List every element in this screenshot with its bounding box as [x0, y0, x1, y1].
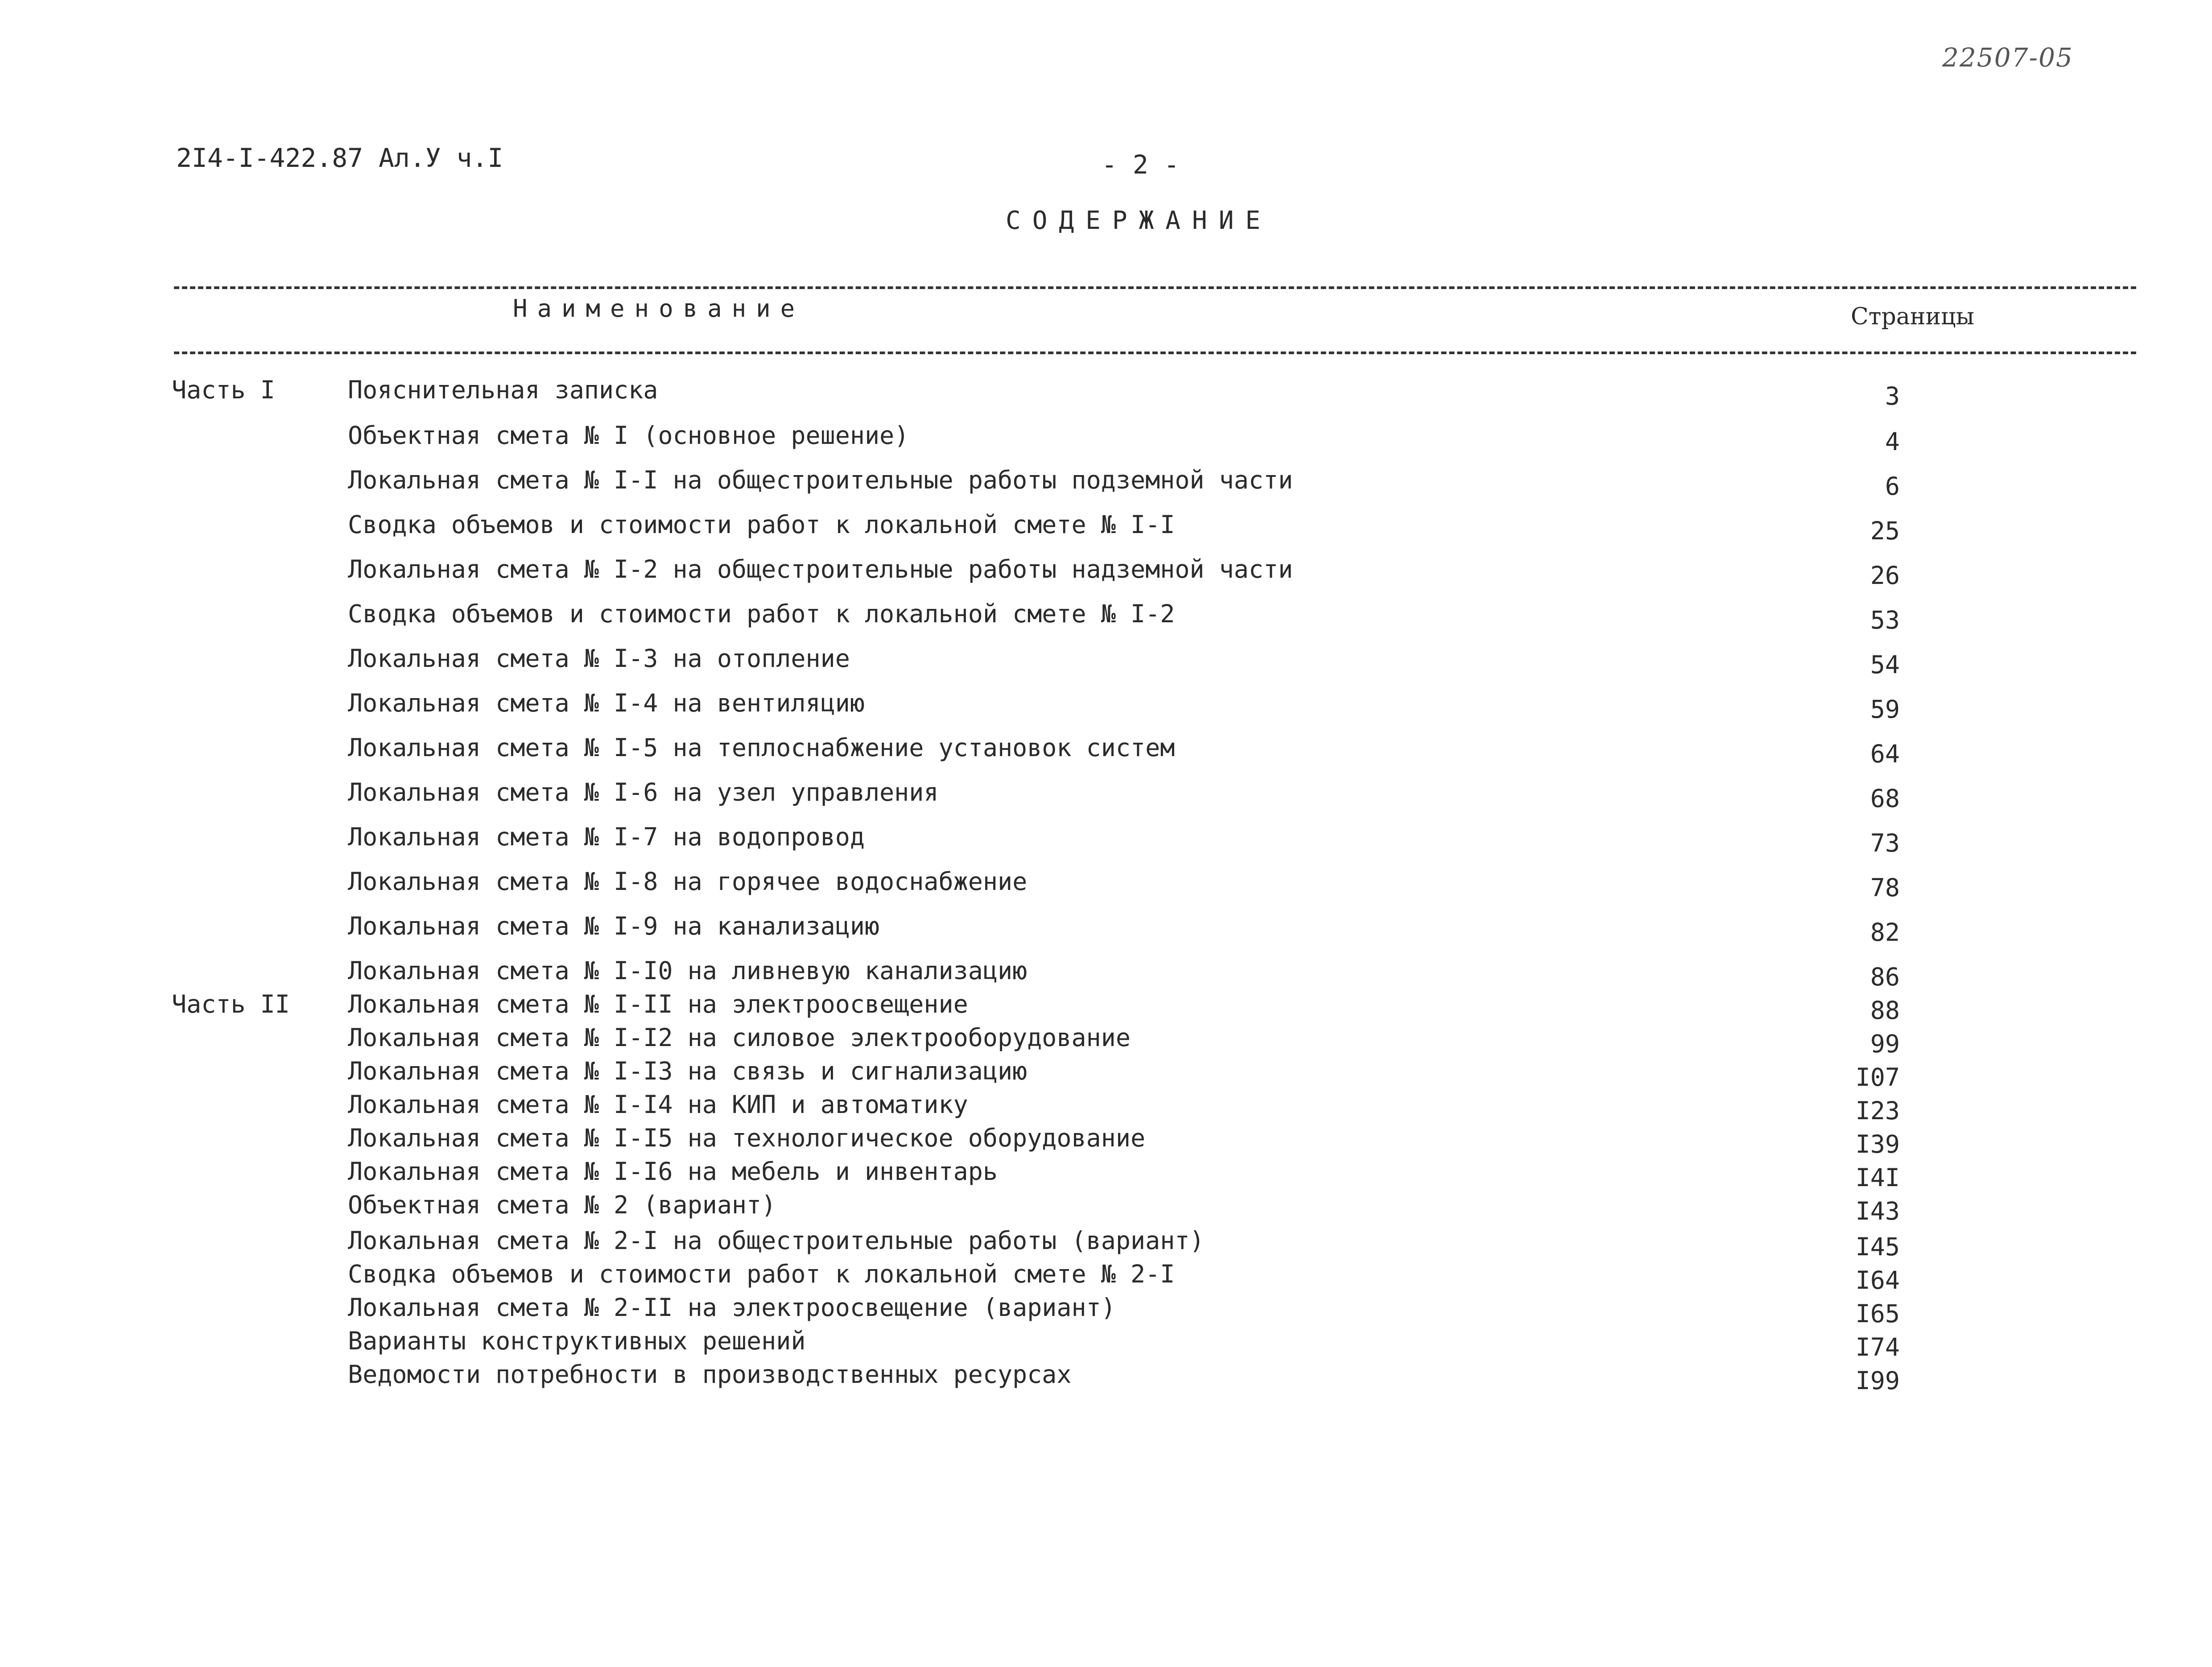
toc-entry-name: Сводка объемов и стоимости работ к локальной смете № I-2: [348, 600, 1175, 628]
toc-row: [0, 955, 2212, 991]
toc-entry-name: Локальная смета № 2-I на общестроительные работы (вариант): [348, 1226, 1205, 1255]
toc-row: [0, 865, 2212, 902]
toc-page-number: 82: [1870, 918, 1900, 947]
toc-page-number: 3: [1885, 382, 1900, 410]
toc-row: [0, 1088, 2212, 1125]
toc-page-number: I64: [1855, 1266, 1900, 1295]
toc-entry-name: Локальная смета № I-I5 на технологическое оборудование: [348, 1124, 1146, 1152]
toc-row: [0, 553, 2212, 590]
toc-entry-name: Сводка объемов и стоимости работ к локальной смете № 2-I: [348, 1260, 1175, 1288]
toc-page-number: 59: [1870, 695, 1900, 724]
toc-entry-name: Варианты конструктивных решений: [348, 1327, 806, 1355]
toc-page-number: I4I: [1855, 1163, 1900, 1192]
toc-entry-name: Локальная смета № I-I0 на ливневую канализацию: [348, 956, 1028, 985]
toc-entry-name: Локальная смета № I-4 на вентиляцию: [348, 689, 865, 717]
archive-stamp: 22507-05: [1942, 42, 2073, 73]
toc-page-number: 78: [1870, 873, 1900, 902]
toc-row: [0, 1189, 2212, 1225]
toc-row: [0, 1224, 2212, 1261]
toc-row: [0, 419, 2212, 456]
toc-entry-name: Объектная смета № I (основное решение): [348, 421, 909, 450]
toc-page-number: I07: [1855, 1063, 1900, 1092]
toc-entry-name: Локальная смета № I-3 на отопление: [348, 644, 850, 673]
toc-page-number: I45: [1855, 1233, 1900, 1261]
toc-entry-name: Пояснительная записка: [348, 376, 658, 404]
toc-row: [0, 598, 2212, 634]
toc-page-number: I74: [1855, 1333, 1900, 1361]
header-bottom-rule: [174, 352, 2136, 354]
toc-page-number: 68: [1870, 784, 1900, 813]
toc-page-number: 86: [1870, 963, 1900, 991]
toc-page-number: 26: [1870, 561, 1900, 590]
page-number: - 2 -: [1102, 149, 1180, 180]
toc-page-number: I43: [1855, 1197, 1900, 1225]
toc-entry-name: Локальная смета № I-6 на узел управления: [348, 778, 939, 807]
toc-entry-name: Локальная смета № I-I2 на силовое электрооборудование: [348, 1023, 1131, 1052]
toc-entry-name: Локальная смета № I-I4 на КИП и автоматику: [348, 1090, 968, 1119]
toc-page-number: 4: [1885, 427, 1900, 456]
toc-entry-name: Объектная смета № 2 (вариант): [348, 1191, 776, 1219]
toc-entry-name: Локальная смета № 2-II на электроосвещение (вариант): [348, 1293, 1116, 1322]
header-top-rule: [174, 286, 2136, 289]
toc-row: [0, 910, 2212, 947]
toc-row: [0, 1022, 2212, 1058]
toc-row: [0, 1258, 2212, 1295]
toc-entry-name: Ведомости потребности в производственных ресурсах: [348, 1360, 1072, 1389]
toc-row: [0, 1358, 2212, 1395]
toc-page-number: 73: [1870, 829, 1900, 857]
toc-page-number: I65: [1855, 1299, 1900, 1328]
toc-row: [0, 776, 2212, 813]
document-code: 2I4-I-422.87 Ал.У ч.I: [176, 143, 503, 173]
toc-entry-name: Локальная смета № I-7 на водопровод: [348, 823, 865, 851]
toc-part-label: Часть I: [172, 376, 275, 404]
toc-page-number: 54: [1870, 650, 1900, 679]
toc-page-number: 6: [1885, 472, 1900, 501]
toc-entry-name: Сводка объемов и стоимости работ к локальной смете № I-I: [348, 510, 1175, 539]
toc-entry-name: Локальная смета № I-I на общестроительные работы подземной части: [348, 466, 1293, 494]
column-header-pages: Страницы: [1851, 303, 1974, 330]
toc-entry-name: Локальная смета № I-8 на горячее водоснабжение: [348, 867, 1028, 896]
toc-page-number: 64: [1870, 740, 1900, 768]
toc-row: [0, 1155, 2212, 1192]
toc-entry-name: Локальная смета № I-I3 на связь и сигнализацию: [348, 1057, 1028, 1085]
toc-row: [0, 732, 2212, 768]
toc-row: [0, 464, 2212, 501]
toc-entry-name: Локальная смета № I-I6 на мебель и инвентарь: [348, 1157, 998, 1186]
page-title: СОДЕРЖАНИЕ: [1006, 206, 1272, 235]
toc-page-number: 25: [1870, 517, 1900, 545]
toc-entry-name: Локальная смета № I-9 на канализацию: [348, 912, 880, 940]
toc-row: [0, 1122, 2212, 1158]
toc-entry-name: Локальная смета № I-2 на общестроительные работы надземной части: [348, 555, 1293, 583]
toc-row: [0, 374, 2212, 410]
toc-row: [0, 821, 2212, 857]
toc-page-number: I39: [1855, 1130, 1900, 1158]
toc-row: [0, 1325, 2212, 1361]
toc-page-number: 88: [1870, 996, 1900, 1025]
column-header-name: Наименование: [513, 294, 805, 323]
toc-entry-name: Локальная смета № I-II на электроосвещение: [348, 990, 968, 1018]
toc-page-number: 99: [1870, 1030, 1900, 1058]
toc-row: [0, 509, 2212, 545]
toc-row: [0, 687, 2212, 724]
toc-part-label: Часть II: [172, 990, 290, 1018]
toc-row: [0, 642, 2212, 679]
toc-row: [0, 1055, 2212, 1092]
toc-page-number: I23: [1855, 1096, 1900, 1125]
toc-entry-name: Локальная смета № I-5 на теплоснабжение установок систем: [348, 733, 1175, 762]
toc-row: [0, 988, 2212, 1025]
toc-page-number: 53: [1870, 606, 1900, 634]
toc-row: [0, 1291, 2212, 1328]
toc-page-number: I99: [1855, 1366, 1900, 1395]
